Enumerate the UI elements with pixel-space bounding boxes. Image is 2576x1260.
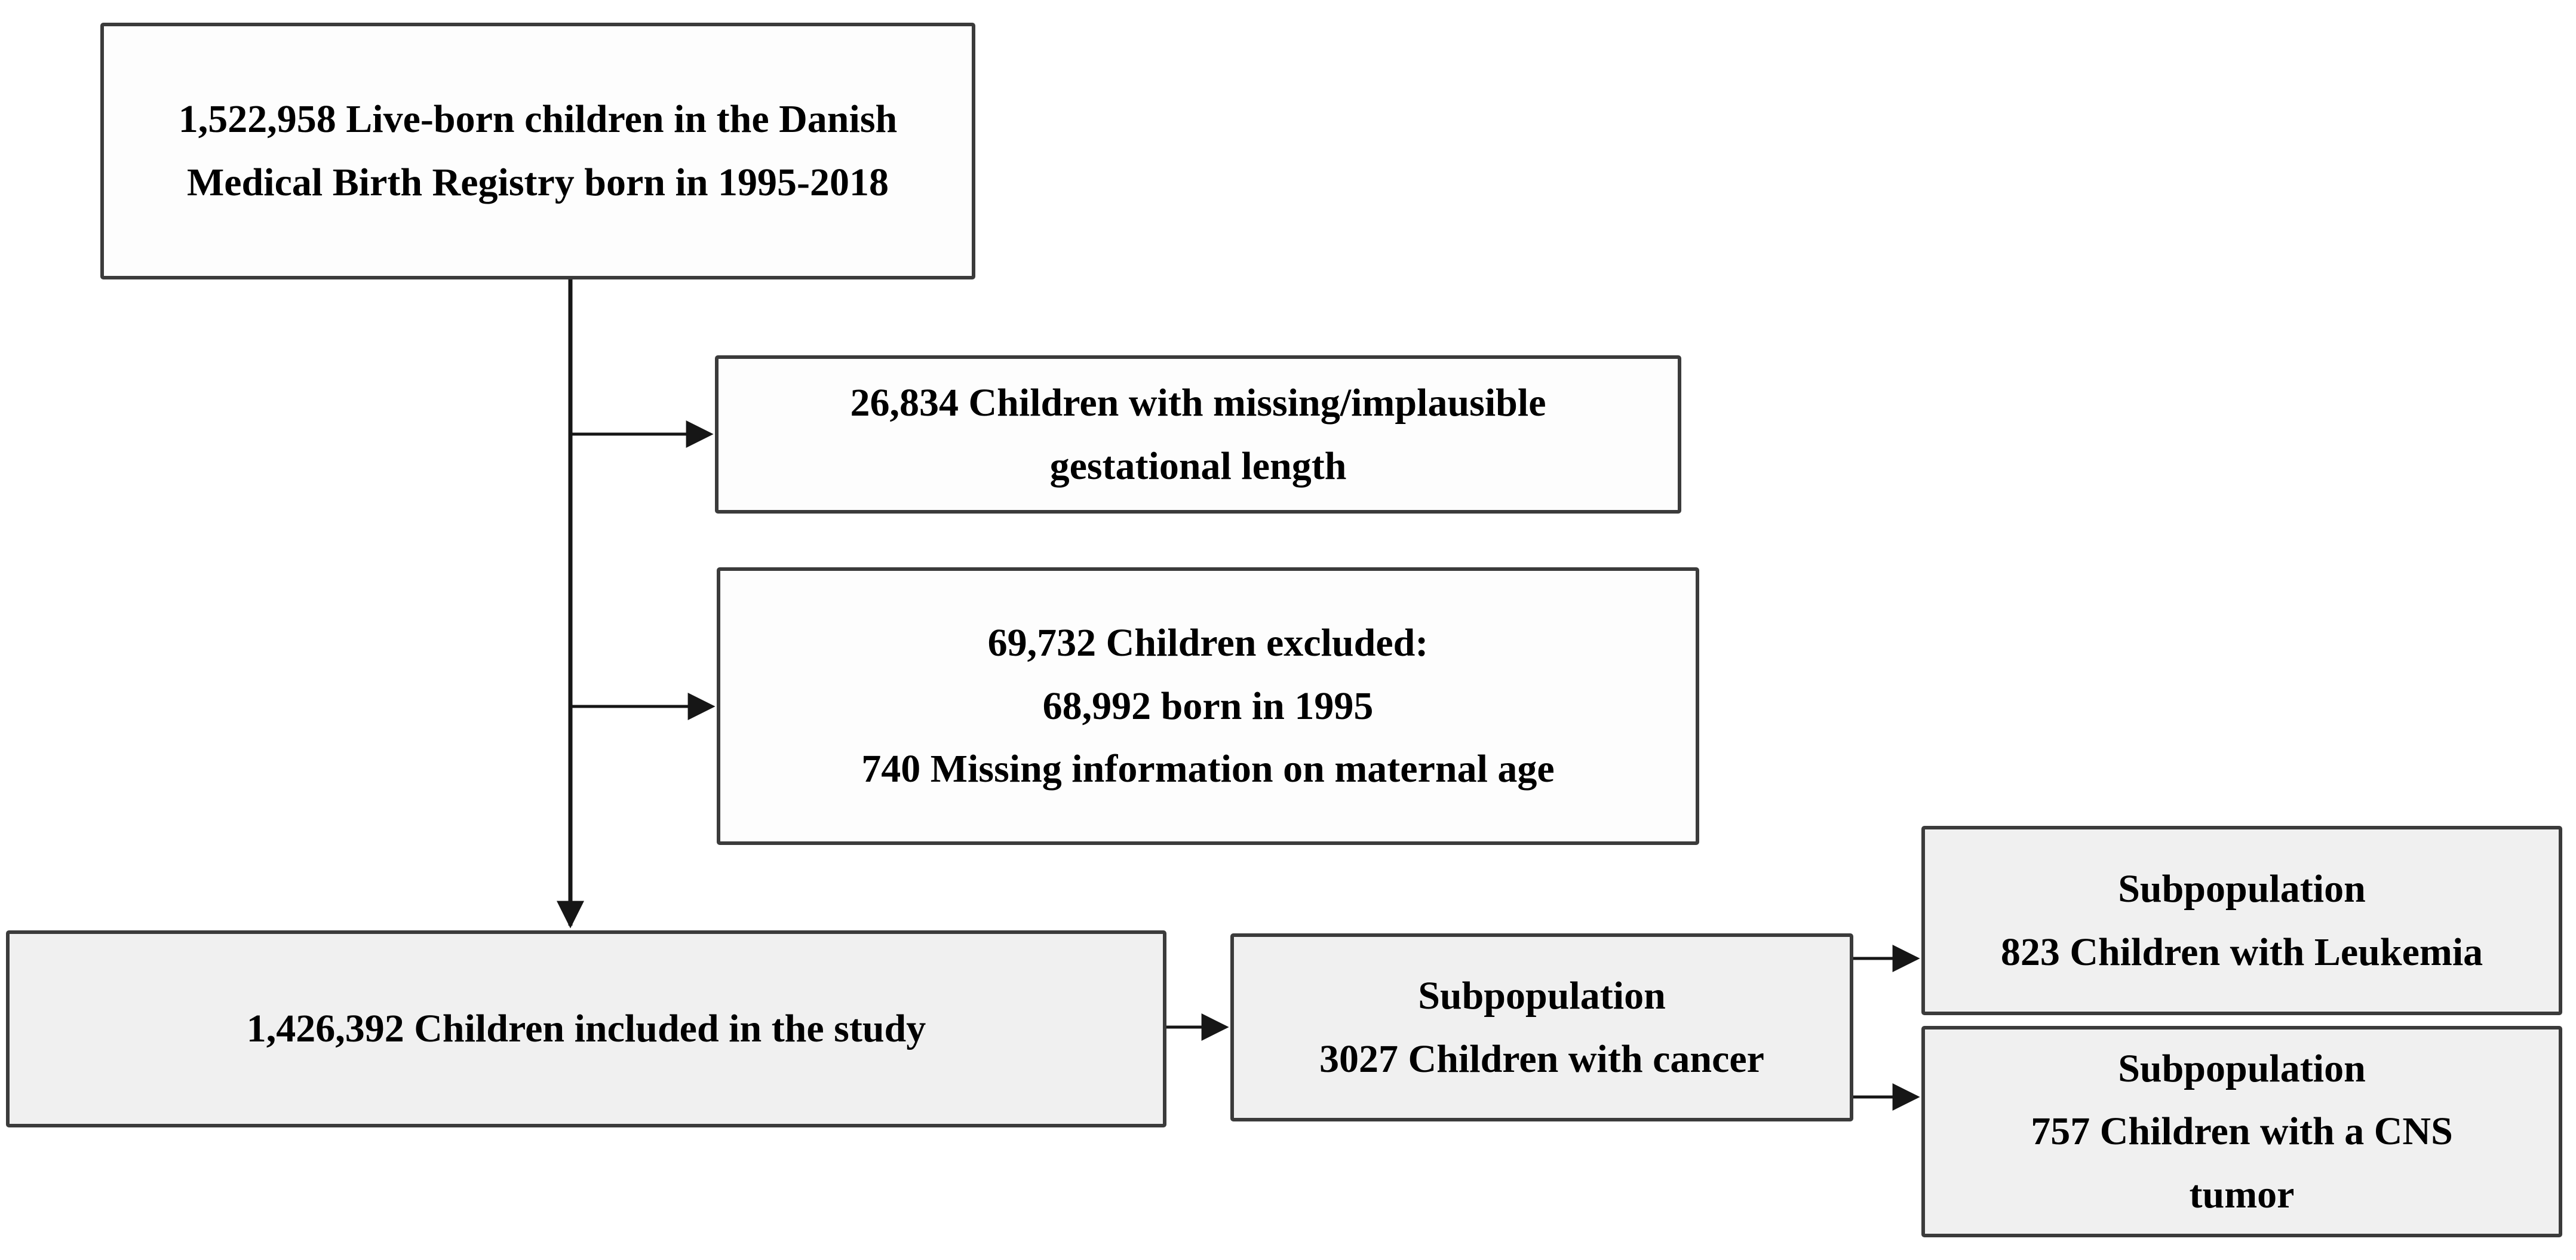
node-cancer-line-1: Subpopulation — [1418, 973, 1666, 1018]
node-excluded-line-2: 68,992 born in 1995 — [1042, 684, 1374, 728]
node-cns-line-2: 757 Children with a CNS — [2031, 1110, 2453, 1154]
node-children-excluded — [717, 567, 1699, 845]
node-cancer-line-2: 3027 Children with cancer — [1319, 1037, 1764, 1081]
node-source-population — [100, 23, 975, 279]
node-excluded-gestational-length — [715, 355, 1681, 514]
node-cns-line-1: Subpopulation — [2118, 1046, 2366, 1090]
node-leukemia-line-2: 823 Children with Leukemia — [2000, 930, 2483, 974]
node-included-line-1: 1,426,392 Children included in the study — [246, 1007, 926, 1051]
node-excluded-line-3: 740 Missing information on maternal age — [861, 747, 1555, 791]
node-excluded-line-1: 69,732 Children excluded: — [987, 621, 1429, 665]
node-leukemia-line-1: Subpopulation — [2118, 866, 2366, 911]
node-subpopulation-cancer — [1230, 933, 1853, 1121]
node-gestational-line-1: 26,834 Children with missing/implausible — [850, 380, 1546, 425]
node-source-line-2: Medical Birth Registry born in 1995-2018 — [186, 161, 889, 204]
node-subpopulation-cns-tumor — [1921, 1026, 2562, 1237]
node-subpopulation-leukemia — [1921, 826, 2562, 1015]
node-source-line-1: 1,522,958 Live-born children in the Danish — [178, 97, 898, 142]
node-cns-line-3: tumor — [2189, 1172, 2295, 1216]
node-included-in-study — [6, 930, 1166, 1127]
node-gestational-line-2: gestational length — [1049, 444, 1347, 488]
